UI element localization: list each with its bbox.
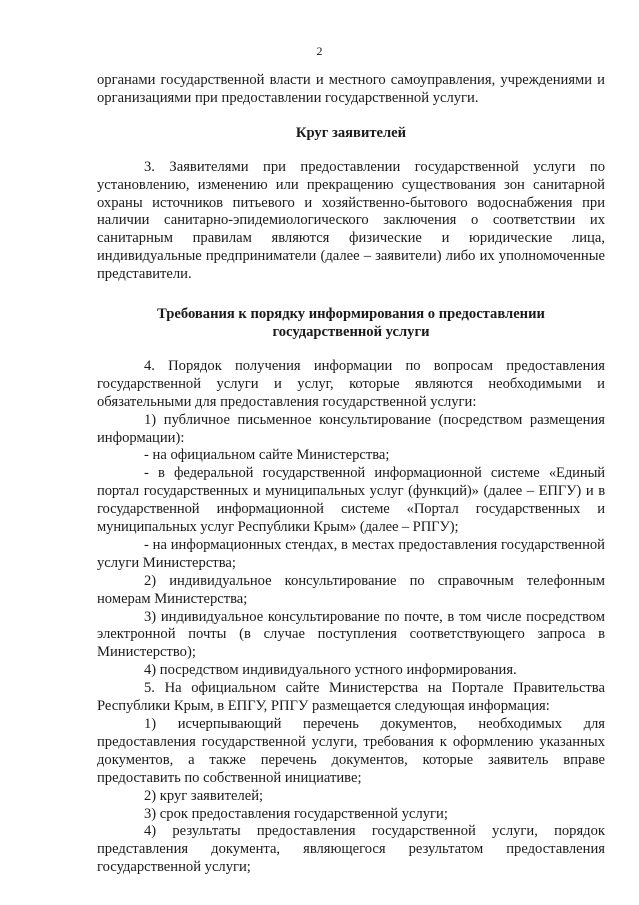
list-item-5-4: 4) результаты предоставления государственной услуги, порядок представления документа, являющегося результатом предоставления государственной услуги; — [97, 823, 605, 876]
list-item-4-1-b: - в федеральной государственной информационной системе «Единый портал государственных и муниципальных услуг (функций)» (далее – ЕПГУ) и в государственной информационной системе «Портал государственных и муниципальных услуг Республики Крым» (далее – РПГУ); — [97, 465, 605, 536]
list-item-5-2: 2) круг заявителей; — [144, 787, 264, 804]
list-item-4-1: 1) публичное письменное консультирование (посредством размещения информации): — [97, 411, 605, 446]
list-item-4-4: 4) посредством индивидуального устного информирования. — [144, 662, 517, 679]
page-number: 2 — [316, 44, 323, 58]
list-item-4-2: 2) индивидуальное консультирование по справочным телефонным номерам Министерства; — [97, 572, 605, 607]
heading-line-1: Требования к порядку информирования о предоставлении — [157, 306, 545, 323]
list-item-4-1-a: - на официальном сайте Министерства; — [144, 447, 390, 464]
heading-line-2: государственной услуги — [272, 323, 430, 340]
paragraph-4: 4. Порядок получения информации по вопросам предоставления государственной услуги и услуг, которые являются необходимыми и обязательными для предоставления государственной услуги: — [97, 357, 605, 410]
list-item-4-1-c: - на информационных стендах, в местах предоставления государственной услуги Министерства; — [97, 536, 605, 571]
paragraph-3: 3. Заявителями при предоставлении государственной услуги по установлению, изменению или прекращению существования зон санитарной охраны источников питьевого и хозяйственно-бытового водоснабжения при наличии санитарно-эпидемиологического заключения о соответствии их санитарным правилам являются физические и юридические лица, индивидуальные предприниматели (далее – заявители) либо их уполномоченные представители. — [97, 158, 605, 283]
intro-paragraph: органами государственной власти и местного самоуправления, учреждениями и организациями при предоставлении государственной услуги. — [97, 72, 605, 106]
list-item-4-3: 3) индивидуальное консультирование по почте, в том числе посредством электронной почты (в случае поступления соответствующего запроса в Министерство); — [97, 608, 605, 661]
list-item-5-3: 3) срок предоставления государственной услуги; — [144, 805, 448, 822]
section-heading-information-requirements — [97, 306, 605, 342]
paragraph-5: 5. На официальном сайте Министерства на Портале Правительства Республики Крым, в ЕПГУ, РПГУ размещается следующая информация: — [97, 680, 605, 715]
list-item-5-1: 1) исчерпывающий перечень документов, необходимых для предоставления государственной услуги, требования к оформлению указанных документов, а также перечень документов, которые заявитель вправе предоставить по собственной инициативе; — [97, 716, 605, 786]
section-heading-applicants: Круг заявителей — [295, 124, 407, 141]
document-body — [97, 72, 605, 877]
